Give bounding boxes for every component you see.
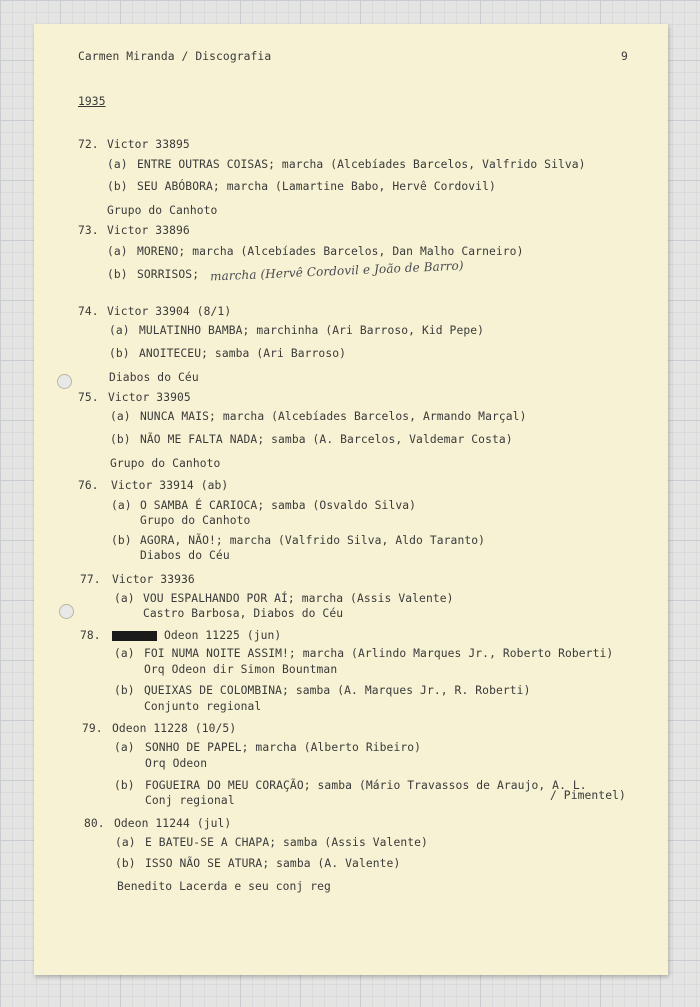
entry-73-track-a-letter: (a) [107,245,128,258]
entry-75-track-a-letter: (a) [110,410,131,423]
entry-79-track-a-performer: Orq Odeon [145,757,208,770]
entry-78-label: Odeon 11225 (jun) [164,629,282,642]
entry-75-label: Victor 33905 [108,391,191,404]
year-heading: 1935 [78,95,106,108]
entry-78-track-b: QUEIXAS DE COLOMBINA; samba (A. Marques Jr., R. Roberti) [144,684,531,697]
entry-80-track-a: E BATEU-SE A CHAPA; samba (Assis Valente) [145,836,428,849]
entry-79-track-b-letter: (b) [114,779,135,792]
redaction-mark [112,631,157,641]
entry-78-track-a: FOI NUMA NOITE ASSIM!; marcha (Arlindo Marques Jr., Roberto Roberti) [144,647,614,660]
entry-77-label: Victor 33936 [112,573,195,586]
entry-73-track-b-letter: (b) [107,268,128,281]
entry-78-track-a-letter: (a) [114,647,135,660]
entry-79-track-b: FOGUEIRA DO MEU CORAÇÃO; samba (Mário Travassos de Araujo, A. L. [145,779,587,792]
entry-74-track-b: ANOITECEU; samba (Ari Barroso) [139,347,347,360]
handwritten-annotation: marcha (Hervê Cordovil e João de Barro) [209,258,464,284]
entry-79-number: 79. [82,722,103,735]
entry-76-track-b-letter: (b) [111,534,132,547]
entry-80-number: 80. [84,817,105,830]
entry-80-track-a-letter: (a) [115,836,136,849]
entry-74-note: Diabos do Céu [109,371,199,384]
entry-74-number: 74. [78,305,99,318]
entry-76-track-a-performer: Grupo do Canhoto [140,514,251,527]
entry-80-label: Odeon 11244 (jul) [114,817,232,830]
entry-74-track-b-letter: (b) [109,347,130,360]
entry-79-track-b-continuation: / Pimentel) [550,789,626,802]
entry-76-track-b-performer: Diabos do Céu [140,549,230,562]
entry-72-track-b-letter: (b) [107,180,128,193]
entry-76-track-b: AGORA, NÃO!; marcha (Valfrido Silva, Aldo Taranto) [140,534,486,547]
entry-78-track-b-performer: Conjunto regional [144,700,262,713]
entry-79-track-a-letter: (a) [114,741,135,754]
entry-74-label: Victor 33904 (8/1) [107,305,232,318]
entry-72-track-a: ENTRE OUTRAS COISAS; marcha (Alcebíades Barcelos, Valfrido Silva) [137,158,586,171]
entry-80-note: Benedito Lacerda e seu conj reg [117,880,331,893]
entry-75-number: 75. [78,391,99,404]
page-number: 9 [621,50,628,63]
entry-73-number: 73. [78,224,99,237]
entry-76-number: 76. [78,479,99,492]
punch-hole [59,604,74,619]
entry-76-label: Victor 33914 (ab) [111,479,229,492]
entry-78-track-a-performer: Orq Odeon dir Simon Bountman [144,663,338,676]
entry-72-track-b: SEU ABÓBORA; marcha (Lamartine Babo, Hervê Cordovil) [137,180,496,193]
entry-74-track-a-letter: (a) [109,324,130,337]
entry-79-label: Odeon 11228 (10/5) [112,722,237,735]
entry-74-track-a: MULATINHO BAMBA; marchinha (Ari Barroso, Kid Pepe) [139,324,485,337]
entry-73-track-a: MORENO; marcha (Alcebíades Barcelos, Dan Malho Carneiro) [137,245,524,258]
entry-80-track-b-letter: (b) [115,857,136,870]
entry-75-track-b-letter: (b) [110,433,131,446]
entry-75-track-b: NÃO ME FALTA NADA; samba (A. Barcelos, Valdemar Costa) [140,433,513,446]
entry-73-track-b: SORRISOS; [137,268,200,281]
entry-79-track-a: SONHO DE PAPEL; marcha (Alberto Ribeiro) [145,741,422,754]
entry-77-track-a: VOU ESPALHANDO POR AÍ; marcha (Assis Valente) [143,592,454,605]
typed-document-page [34,24,668,975]
entry-80-track-b: ISSO NÃO SE ATURA; samba (A. Valente) [145,857,401,870]
entry-77-number: 77. [80,573,101,586]
entry-78-number: 78. [80,629,101,642]
punch-hole [57,374,72,389]
entry-75-track-a: NUNCA MAIS; marcha (Alcebíades Barcelos, Armando Marçal) [140,410,527,423]
entry-72-track-a-letter: (a) [107,158,128,171]
entry-73-label: Victor 33896 [107,224,190,237]
entry-79-track-b-performer: Conj regional [145,794,235,807]
entry-77-track-a-performer: Castro Barbosa, Diabos do Céu [143,607,344,620]
entry-72-number: 72. [78,138,99,151]
entry-78-track-b-letter: (b) [114,684,135,697]
entry-75-note: Grupo do Canhoto [110,457,221,470]
entry-77-track-a-letter: (a) [114,592,135,605]
entry-72-label: Victor 33895 [107,138,190,151]
document-title: Carmen Miranda / Discografia [78,50,272,63]
entry-76-track-a-letter: (a) [111,499,132,512]
entry-72-note: Grupo do Canhoto [107,204,218,217]
entry-76-track-a: O SAMBA É CARIOCA; samba (Osvaldo Silva) [140,499,417,512]
